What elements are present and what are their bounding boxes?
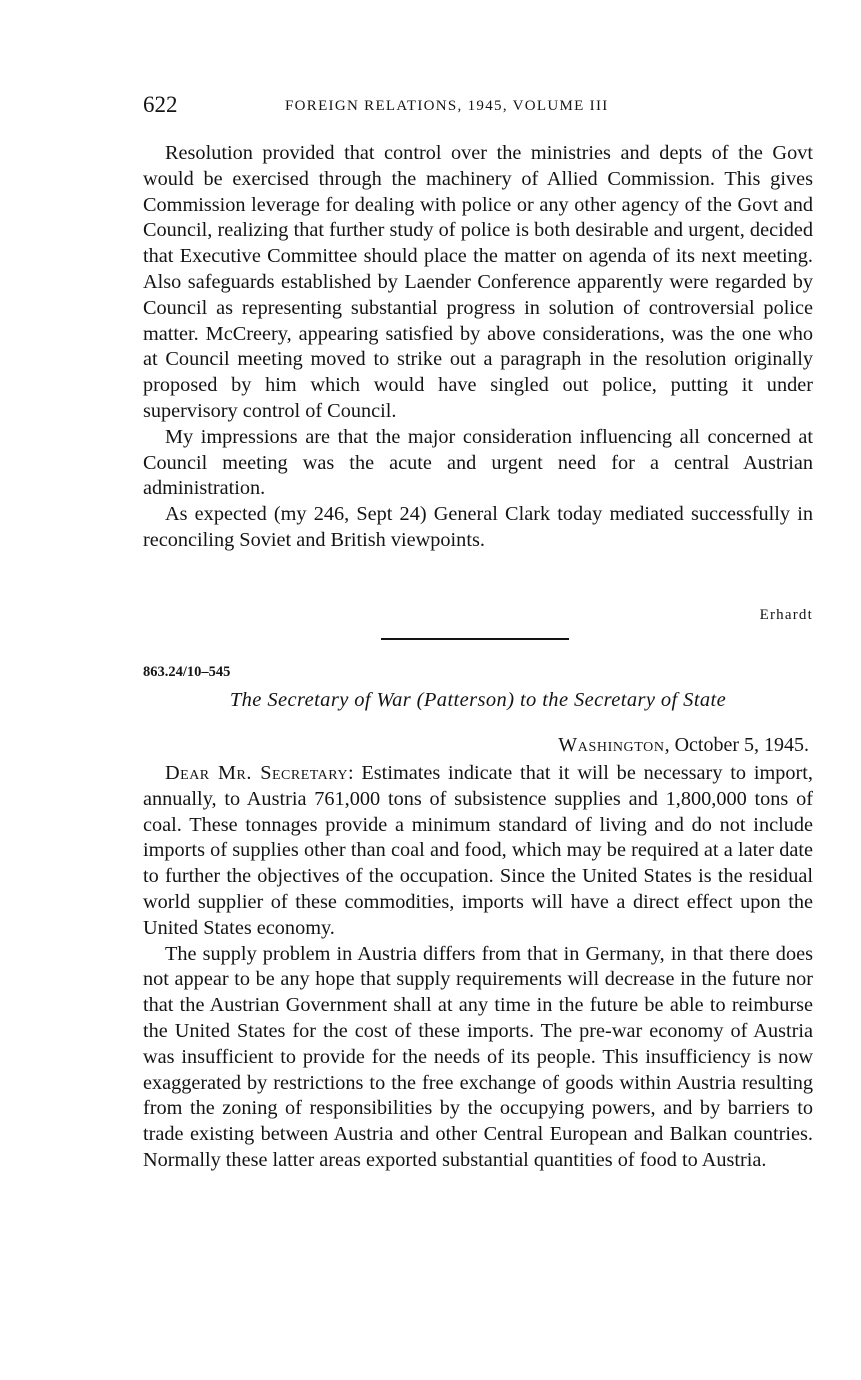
- telegram-paragraph-2: My impressions are that the major consideration influencing all concerned at Council meeting was the acute and urgent need for a central Austrian administration.: [143, 425, 813, 500]
- place: Washington: [558, 734, 665, 756]
- salutation: Dear Mr. Secretary: [165, 762, 348, 784]
- telegram-paragraph-3: As expected (my 246, Sept 24) General Clark today mediated successfully in reconciling Soviet and British viewpoints.: [143, 503, 813, 551]
- page-number: 622: [143, 92, 178, 117]
- file-number: 863.24/10–545: [143, 664, 231, 680]
- letter-paragraph-1: [143, 761, 813, 942]
- document-title: The Secretary of War (Patterson) to the Secretary of State: [229, 689, 727, 711]
- place-date-line: [558, 734, 809, 757]
- running-head: FOREIGN RELATIONS, 1945, VOLUME III: [285, 98, 609, 114]
- telegram-paragraph-1: Resolution provided that control over the ministries and depts of the Govt would be exercised through the machinery of Allied Commission. This gives Commission leverage for dealing with police or any other agency of the Govt and Council, realizing that further study of police is both desirable and urgent, decided that Executive Committee should place the matter on agenda of its next meeting. Also safeguards established by Laender Conference apparently were regarded by Council as representing substantial progress in solution of controversial police matter. McCreery, appearing satisfied by above considerations, was the one who at Council meeting moved to strike out a paragraph in the resolution originally proposed by him which would have singled out police, putting it under supervisory control of Council.: [143, 142, 813, 422]
- letter-paragraph-2: The supply problem in Austria differs from that in Germany, in that there does not appear to be any hope that supply requirements will decrease in the future nor that the Austrian Government shall at any time in the future be able to reimburse the United States for the cost of these imports. The pre-war economy of Austria was insufficient to provide for the needs of its people. This insufficiency is now exaggerated by restrictions to the free exchange of goods within Austria resulting from the zoning of responsibilities by the occupying powers, and by barriers to trade existing between Austria and other Central European and Balkan countries. Normally these latter areas exported substantial quantities of food to Austria.: [143, 942, 813, 1171]
- telegram-body: [143, 141, 813, 554]
- letter-paragraph-1-text: : Estimates indicate that it will be necessary to import, annually, to Austria 761,000 tons of subsistence supplies and 1,800,000 tons of coal. These tonnages provide a minimum standard of living and do not include imports of supplies other than coal and food, which may be required at a later date to further the objectives of the occupation. Since the United States is the residual world supplier of these commodities, imports will have a direct effect upon the United States economy.: [143, 762, 813, 939]
- date: , October 5, 1945.: [664, 734, 809, 756]
- page-header: [143, 92, 813, 122]
- letter-body: [143, 761, 813, 1174]
- section-divider: [381, 638, 569, 640]
- signature: Erhardt: [759, 607, 813, 623]
